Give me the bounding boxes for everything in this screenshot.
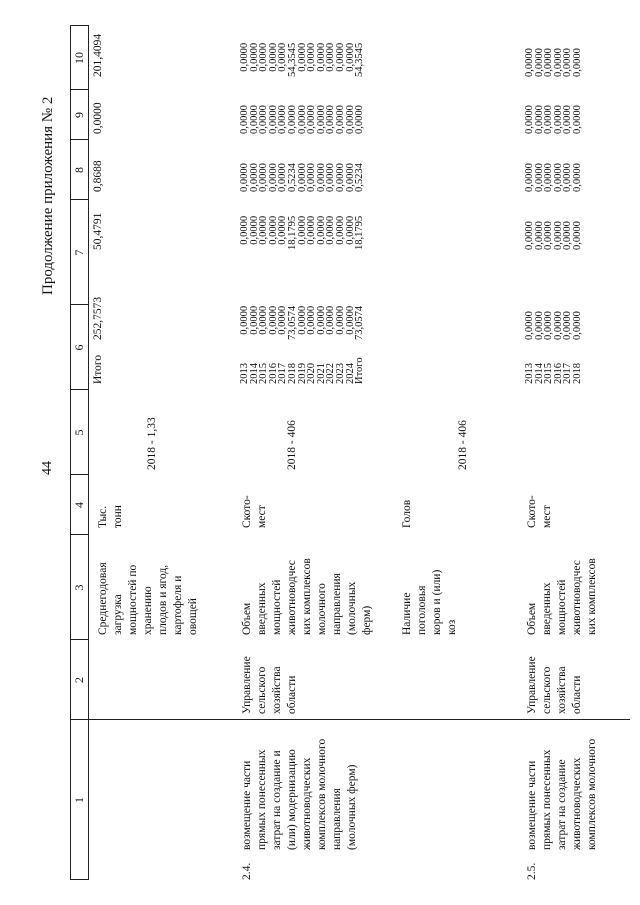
row-2-4-period-2: 2018 - 406 (457, 420, 469, 470)
period-2018-1-33: 2018 - 1,33 (146, 417, 158, 470)
col-number: 5 (72, 429, 86, 436)
row-2-5-executor: Управление сельского хозяйства области (526, 656, 583, 714)
row-2-5-col7: 0,0000 0,0000 0,0000 0,0000 0,0000 0,0000 (524, 221, 583, 250)
row-2-5-name: возмещение части прямых понесенных затрат на создание животноводческих комплексов молочного (526, 738, 598, 850)
row-2-5-col6: 0,0000 0,0000 0,0000 0,0000 0,0000 0,0000 (524, 311, 583, 340)
program-table (70, 25, 630, 880)
total-col10: 201,4094 (92, 33, 104, 77)
total-col6: 252,7573 (92, 296, 104, 340)
row-2-4-unit: Ското- мест (241, 495, 268, 528)
row-2-5-col8: 0,0000 0,0000 0,0000 0,0000 0,0000 0,0000 (524, 163, 583, 192)
row-2-4-executor: Управление сельского хозяйства области (241, 656, 298, 714)
row-2-4-number: 2.4. (241, 862, 253, 880)
table-top-border (70, 25, 71, 880)
row-2-4-col10: 0,0000 0,0000 0,0000 0,0000 0,0000 54,3545 0,0000 0,0000 0,0000 0,0000 0,0000 0,0000 54,3545 (239, 42, 366, 77)
col-number: 7 (72, 249, 86, 256)
col-number: 3 (72, 584, 86, 591)
row-2-4-col9: 0,0000 0,0000 0,0000 0,0000 0,0000 0,0000 0,0000 0,0000 0,0000 0,0000 0,0000 0,0000 0,0000 (239, 105, 366, 134)
row-2-4-years: 2013 2014 2015 2016 2017 2018 2019 2020 2021 2022 2023 2024 Итого (239, 357, 366, 384)
total-label: Итого (92, 354, 104, 384)
unit-thousand-tons: Тыс. тонн (97, 505, 124, 528)
col-number: 10 (72, 52, 86, 64)
col-number: 1 (72, 797, 86, 803)
row-2-5-indicator: Объем введенных мощностей животноводчес ких комплексов (526, 558, 598, 635)
row-2-4-col7: 0,0000 0,0000 0,0000 0,0000 0,0000 18,1795 0,0000 0,0000 0,0000 0,0000 0,0000 0,0000 18,1795 (239, 215, 366, 250)
row-2-4-name: возмещение части прямых понесенных затрат на создание и (или) модернизацию животноводческих комплексов молочного направления (молочных ферм) (241, 738, 358, 850)
col-number: 6 (72, 344, 86, 351)
appendix-title: Продолжение приложения № 2 (40, 96, 56, 295)
col-number: 8 (72, 167, 86, 173)
row-2-5-years: 2013 2014 2015 2016 2017 2018 (524, 363, 583, 384)
total-col7: 50,4791 (92, 212, 104, 250)
row-2-5-number: 2.5. (526, 862, 538, 880)
total-col9: 0,0000 (92, 102, 104, 134)
col-number: 2 (72, 677, 86, 683)
row-2-5-unit: Ското- мест (526, 495, 553, 528)
row-2-4-unit-2: Голов (401, 499, 413, 528)
col-divider (70, 719, 630, 720)
header-row-border (88, 25, 89, 880)
col-number: 9 (72, 112, 86, 118)
row-2-4-period: 2018 - 406 (286, 420, 298, 470)
row-2-5-col9: 0,0000 0,0000 0,0000 0,0000 0,0000 0,0000 (524, 105, 583, 134)
col-number: 4 (72, 502, 86, 508)
row-2-4-indicator: Объем введенных мощностей животноводчес ких комплексов молочного направления (молочных ферм) (241, 558, 373, 635)
row-2-4-indicator-2: Наличие поголовья коров и (или) коз (401, 569, 458, 635)
row-2-4-col8: 0,0000 0,0000 0,0000 0,0000 0,0000 0,5234 0,0000 0,0000 0,0000 0,0000 0,0000 0,0000 0,5234 (239, 163, 366, 192)
row-2-4-col6: 0,0000 0,0000 0,0000 0,0000 0,0000 73,0574 0,0000 0,0000 0,0000 0,0000 0,0000 0,0000 73,0574 (239, 305, 366, 340)
page-number: 44 (40, 461, 55, 475)
row-2-5-col10: 0,0000 0,0000 0,0000 0,0000 0,0000 0,0000 (524, 48, 583, 77)
total-col8: 0,8688 (92, 160, 104, 192)
indicator-storage-load: Среднегодовая загрузка мощностей по хранению плодов и ягод, картофеля и овощей (97, 562, 199, 635)
